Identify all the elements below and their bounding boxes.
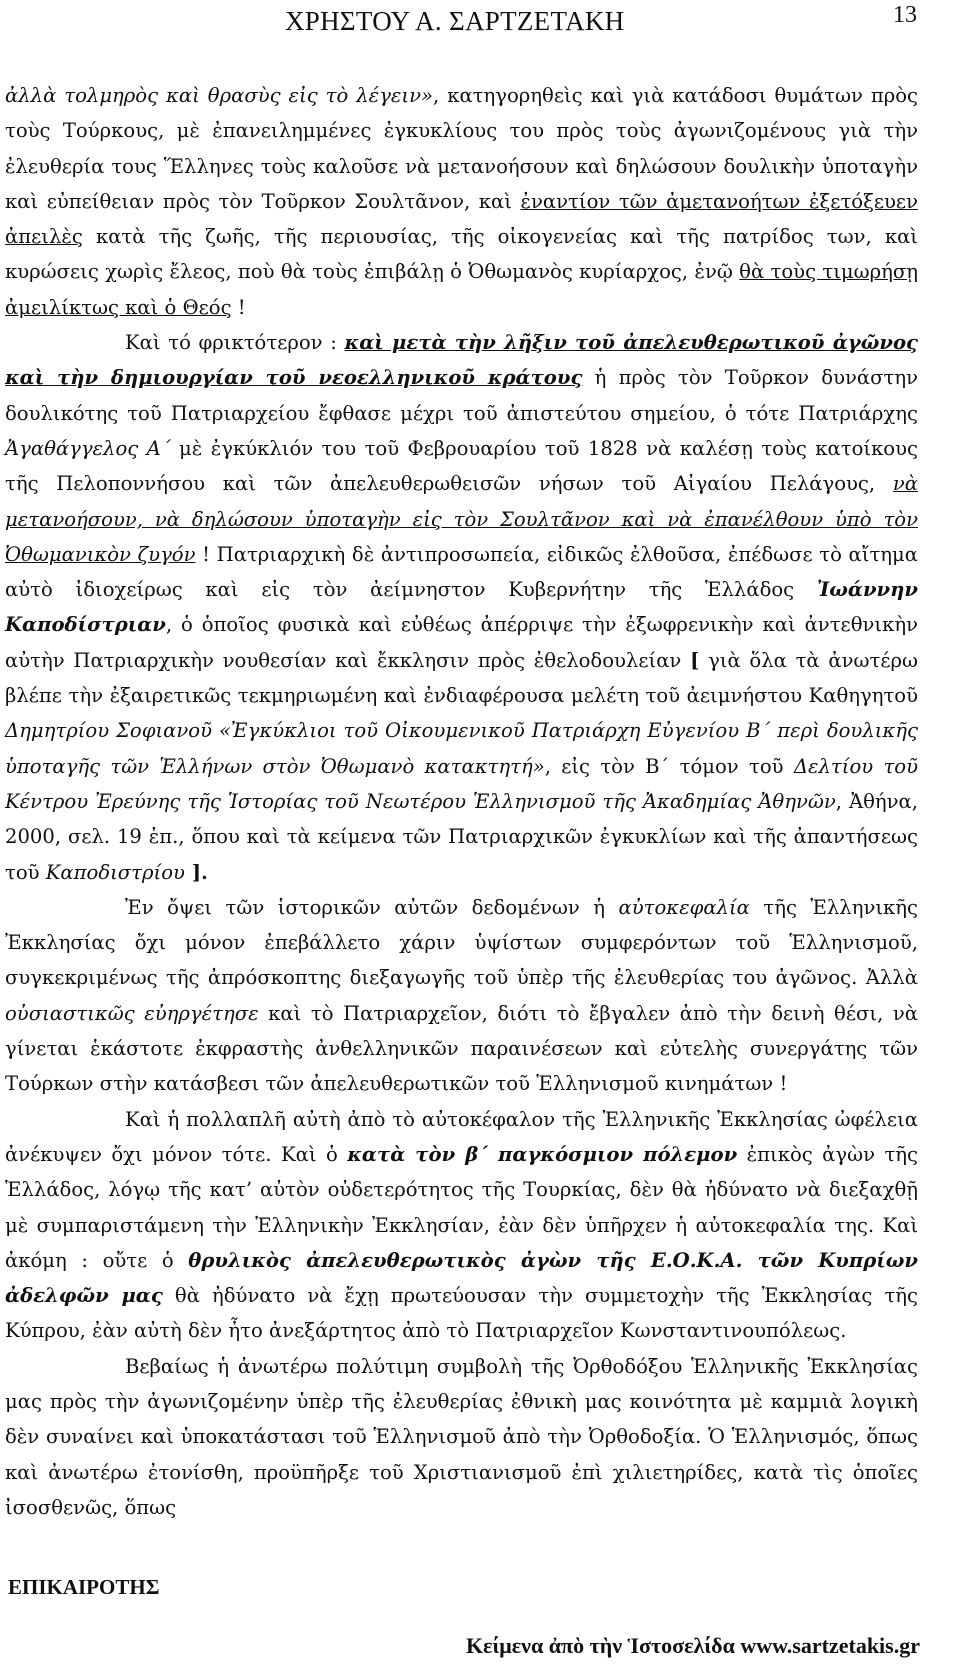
text-run: καὶ τὸ Πατριαρχεῖον, διότι τὸ ἔβγαλεν ἀπὸ τὴν δεινὴ θέσι, νὰ γίνεται ἑκάστοτε ἐκφραστὴς ἀνθελληνικῶν παραινέσεων καὶ εὐτελὴς συνεργάτης τῶν Τούρκων στὴν κατάσβεσι τῶν ἀπελευθερωτικῶν τοῦ Ἑλληνισμοῦ κινημάτων ! <box>5 1001 918 1096</box>
bracket-open: [ <box>690 648 700 672</box>
text-run: ! <box>231 295 246 319</box>
text-run: ἐπικὸς ἀγὼν τῆς Ἑλλάδος, λόγῳ τῆς κατ’ αὐτὸν οὐδετερότητος τῆς Τουρκίας, δὲν θὰ ἠδύνατο νὰ διεξαχθῇ μὲ συμπαριστάμενη τὴν Ἑλληνικὴν Ἐκκλησίαν, ἐὰν δὲν ὑπῆρχεν ἡ αὐτοκεφαλία της. Καὶ ἀκόμη : οὔτε ὁ <box>5 1142 918 1272</box>
paragraph-5 <box>5 1349 918 1525</box>
text-run: Βεβαίως ἡ ἀνωτέρω πολύτιμη συμβολὴ τῆς Ὀρθοδόξου Ἑλληνικῆς Ἐκκλησίας μας πρὸς τὴν ἀγωνιζομένην ὑπὲρ τῆς ἐλευθερίας ἐθνικὴ μας κοινότητα μὲ καμμιὰ λογικὴ δὲν συναίνει καὶ ὑποκατάστασι τοῦ Ἑλληνισμοῦ ἀπὸ τὴν Ὀρθοδοξία. Ὁ Ἑλληνισμός, ὅπως καὶ ἀνωτέρω ἐτονίσθη, προϋπῆρξε τοῦ Χριστιανισμοῦ ἐπὶ χιλιετηρίδες, κατὰ τὶς ὁποῖες ἰσοσθενῶς, ὅπως <box>5 1354 918 1519</box>
quote-fragment: ἀλλὰ τολμηρὸς καὶ θρασὺς εἰς τὸ λέγειν» <box>5 84 434 107</box>
paragraph-4 <box>5 1102 918 1349</box>
autocephaly-term: αὐτοκεφαλία <box>618 895 750 919</box>
text-run: ! Πατριαρχικὴ δὲ ἀντιπροσωπεία, εἰδικῶς ἐλθοῦσα, ἐπέδωσε τὸ αἴτημα αὐτὸ ἰδιοχείρως καὶ εἰς τὸν ἀείμνηστον Κυβερνήτην τῆς Ἑλλάδος <box>5 542 918 602</box>
citation-title: Δημητρίου Σοφιανοῦ «Ἐγκύκλιοι τοῦ Οἰκουμενικοῦ Πατριάρχη Εὐγενίου Β΄ περὶ δουλικῆς ὑποταγῆς τῶν Ἑλλήνων στὸν Ὀθωμανὸ κατακτητή» <box>5 719 918 778</box>
text-run: τῆς Ἑλληνικῆς Ἐκκλησίας ὄχι μόνον ἐπεβάλλετο χάριν ὑψίστων συμφερόντων τοῦ Ἑλληνισμοῦ, συγκεκριμένως τῆς ἀπρόσκοπτης διεξαγωγῆς τοῦ ὑπὲρ τῆς ἐλευθερίας του ἀγῶνος. Ἀλλὰ <box>5 895 919 990</box>
text-run: ἡ πρὸς τὸν Τοῦρκον δυνάστην δουλικότης τοῦ Πατριαρχείου ἔφθασε μέχρι τοῦ ἀπιστεύτου σημείου, ὁ τότε Πατριάρχης <box>5 366 919 425</box>
footer-source: Κείμενα ἀπὸ τὴν Ἱστοσελίδα www.sartzetakis.gr <box>465 1633 920 1658</box>
text-run: Ἐν ὄψει τῶν ἱστορικῶν αὐτῶν δεδομένων ἡ <box>125 895 619 919</box>
text-run: γιὰ ὅλα τὰ ἀνωτέρω βλέπε τὴν ἐξαιρετικῶς τεκμηριωμένη καὶ ἐνδιαφέρουσα μελέτη τοῦ ἀειμνήστου Καθηγητοῦ <box>5 648 918 708</box>
underlined-phrase: θὰ τοὺς τιμωρήσῃ ἀμειλίκτως καὶ ὁ Θεός <box>5 260 918 319</box>
text-run: θὰ ἠδύνατο νὰ ἔχῃ πρωτεύουσαν τὴν συμμετοχὴν τῆς Ἐκκλησίας τῆς Κύπρου, ἐὰν αὐτὴ δὲν ἦτο ἀνεξάρτητος ἀπὸ τὸ Πατριαρχεῖον Κωνσταντινουπόλεως. <box>5 1284 918 1343</box>
emphasis-phrase: κατὰ τὸν β΄ παγκόσμιον πόλεμον <box>347 1142 738 1166</box>
article-body <box>5 78 918 1525</box>
page-number: 13 <box>893 2 917 28</box>
text-run: , εἰς τὸν Β΄ τόμον τοῦ <box>544 754 794 778</box>
paragraph-2 <box>5 325 918 890</box>
citation-journal: Δελτίου τοῦ Κέντρου Ἐρεύνης τῆς Ἱστορίας τοῦ Νεωτέρου Ἑλληνισμοῦ τῆς Ἀκαδημίας Ἀθηνῶν <box>5 754 918 813</box>
paragraph-1 <box>5 78 918 325</box>
emphasis-phrase: θρυλικὸς ἀπελευθερωτικὸς ἀγὼν τῆς Ε.Ο.Κ.Α. τῶν Κυπρίων ἀδελφῶν μας <box>5 1248 918 1308</box>
text-run: μὲ ἐγκύκλιόν του τοῦ Φεβρουαρίου τοῦ 1828 νὰ καλέσῃ τοὺς κατοίκους τῆς Πελοποννήσου καὶ τῶν ἀπελευθερωθεισῶν νήσων τοῦ Αἰγαίου Πελάγους, <box>5 436 918 496</box>
kapodistrias-name: Ἰωάννην Καποδίστριαν <box>5 578 918 637</box>
paragraph-3 <box>5 890 918 1102</box>
footer-section-title: ΕΠΙΚΑΙΡΟΤΗΣ <box>8 1575 160 1599</box>
emphasis-phrase: καὶ μετὰ τὴν λῆξιν τοῦ ἀπελευθερωτικοῦ ἀγῶνος καὶ τὴν δημιουργίαν τοῦ νεοελληνικοῦ κράτους <box>5 331 918 390</box>
emphasis-phrase: οὐσιαστικῶς εὐηργέτησε <box>5 1001 259 1025</box>
text-run: Καὶ ἡ πολλαπλῆ αὐτὴ ἀπὸ τὸ αὐτοκέφαλον τῆς Ἑλληνικῆς Ἐκκλησίας ὠφέλεια ἀνέκυψεν ὄχι μόνον τότε. Καὶ ὁ <box>5 1107 918 1166</box>
text-run: , κατηγορηθεὶς καὶ γιὰ κατάδοσι θυμάτων πρὸς τοὺς Τούρκους, μὲ ἐπανειλημμένες ἐγκυκλίους του πρὸς τοὺς ἀγωνιζομένους γιὰ τὴν ἐλευθερία τους Ἕλληνες τοὺς καλοῦσε νὰ μετανοήσουν καὶ δηλώσουν δουλικὴν ὑποταγὴν καὶ εὐπείθειαν πρὸς τὸν Τοῦρκον Σουλτᾶνον, καὶ <box>5 84 918 213</box>
patriarch-name: Ἀγαθάγγελος Α΄ <box>5 436 171 460</box>
text-run: Καὶ τό φρικτότερον : <box>125 331 345 355</box>
bracket-close: ]. <box>184 860 208 884</box>
page-header <box>0 2 960 46</box>
kapodistrias-genitive: Καποδιστρίου <box>45 860 185 884</box>
text-run: , Ἀθήνα, 2000, σελ. 19 ἑπ., ὅπου καὶ τὰ κείμενα τῶν Πατριαρχικῶν ἐγκυκλίων καὶ τῆς ἀπαντήσεως τοῦ <box>5 789 918 884</box>
underlined-phrase: νὰ μετανοήσουν, νὰ δηλώσουν ὑποταγὴν εἰς τὸν Σουλτᾶνον καὶ νὰ ἐπανέλθουν ὑπὸ τὸν Ὀθωμανικὸν ζυγόν <box>5 472 918 566</box>
text-run: κατὰ τῆς ζωῆς, τῆς περιουσίας, τῆς οἰκογενείας καὶ τῆς πατρίδος των, καὶ κυρώσεις χωρὶς ἔλεος, ποὺ θὰ τοὺς ἐπιβάλῃ ὁ Ὀθωμανὸς κυρίαρχος, ἐνῷ <box>5 225 918 284</box>
underlined-phrase: ἐναντίον τῶν ἀμετανοήτων ἐξετόξευεν ἀπειλὲς <box>5 189 918 249</box>
text-run: , ὁ ὁποῖος φυσικὰ καὶ εὐθέως ἀπέρριψε τὴν ἐξωφρενικὴν καὶ ἀντεθνικὴν αὐτὴν Πατριαρχικὴν νουθεσίαν καὶ ἔκκλησιν πρὸς ἐθελοδουλείαν <box>5 613 918 672</box>
running-title: ΧΡΗΣΤΟΥ Α. ΣΑΡΤΖΕΤΑΚΗ <box>285 6 625 36</box>
